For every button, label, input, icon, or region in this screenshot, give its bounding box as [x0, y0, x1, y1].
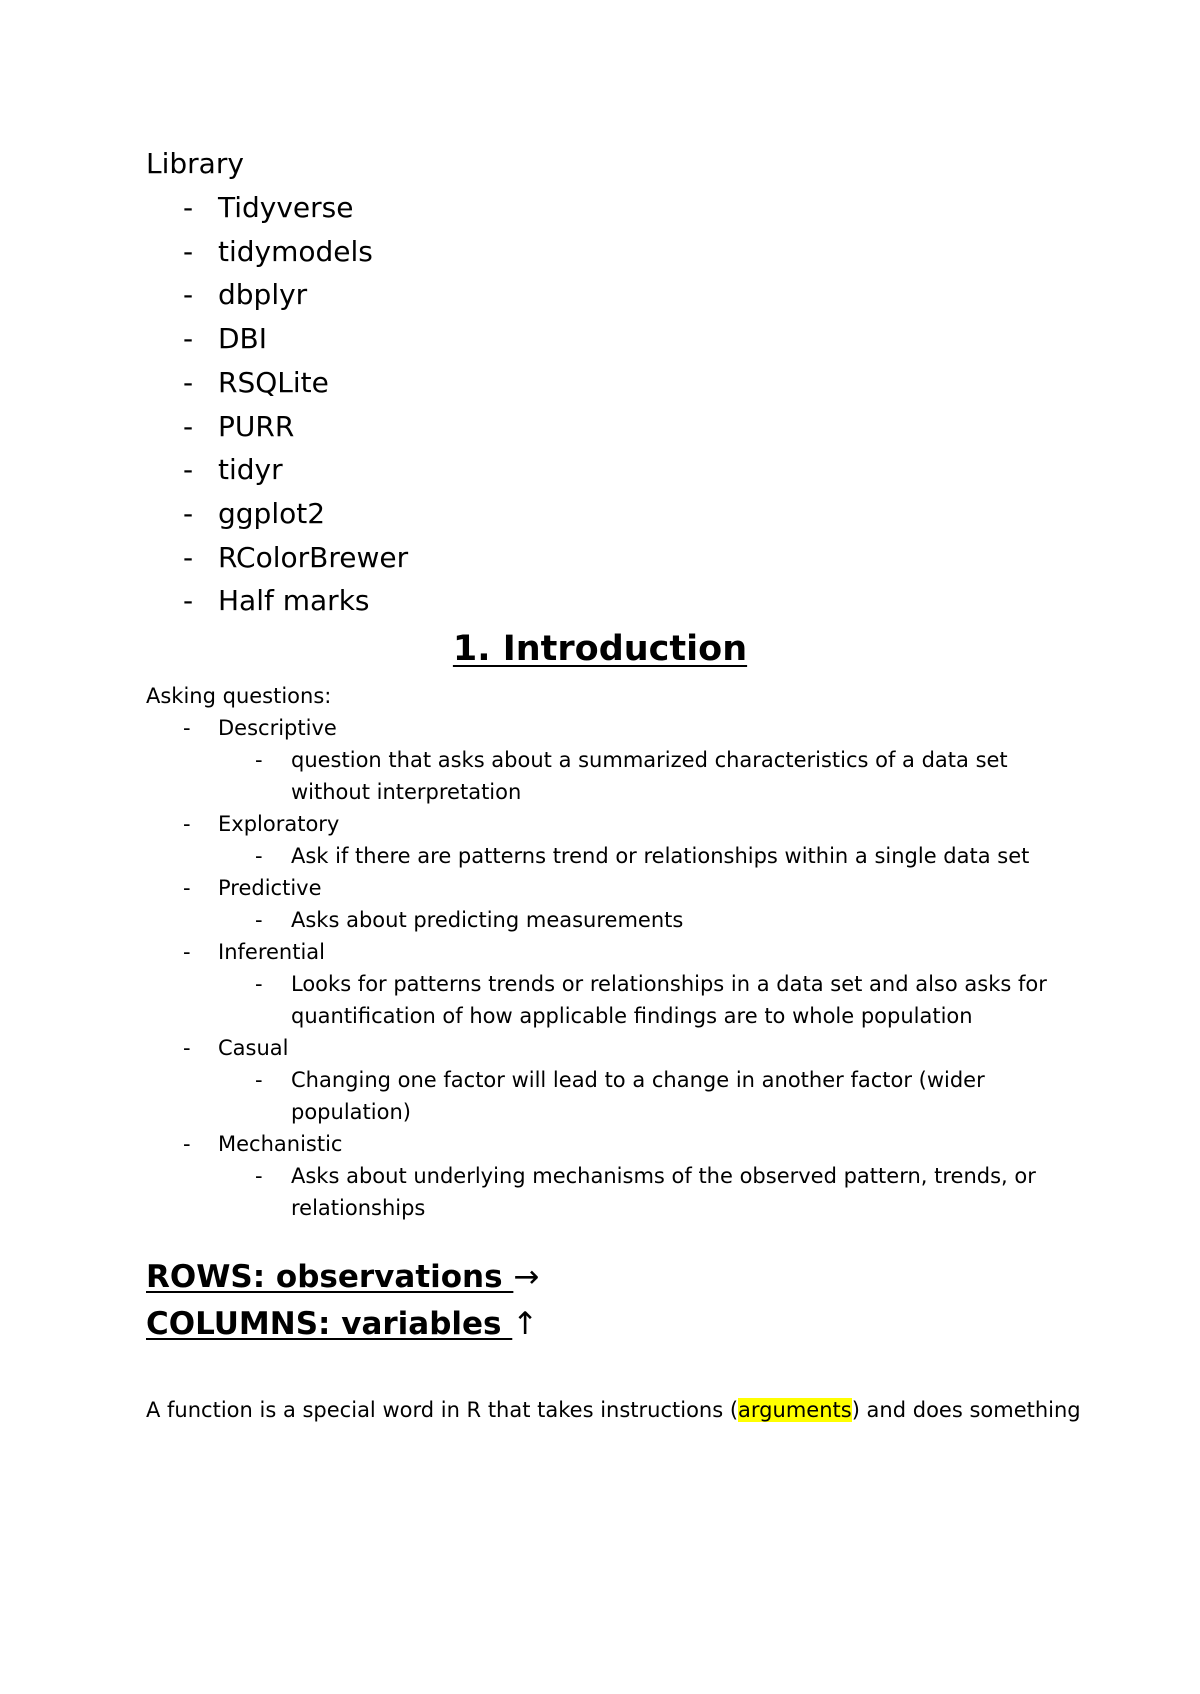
dash-bullet: - [183, 812, 191, 836]
library-item-label: Tidyverse [218, 191, 354, 224]
question-type-details [218, 1160, 1078, 1224]
question-detail-text: question that asks about a summarized characteristics of a data set without interpretation [291, 748, 1008, 804]
library-title: Library [146, 147, 244, 180]
question-type-label: Mechanistic [218, 1132, 343, 1156]
library-item-label: ggplot2 [218, 496, 326, 530]
question-detail [255, 904, 1078, 936]
question-detail-text: Changing one factor will lead to a change in another factor (wider population) [291, 1068, 985, 1124]
dash-bullet: - [255, 1068, 263, 1092]
library-item [183, 230, 408, 274]
question-type-label: Descriptive [218, 716, 337, 740]
dash-bullet: - [183, 940, 191, 964]
dash-bullet: - [183, 496, 194, 530]
library-item-label: dbplyr [218, 278, 308, 312]
question-type [183, 1128, 1078, 1224]
dash-bullet: - [183, 584, 194, 618]
dash-bullet: - [183, 1132, 191, 1156]
question-type [183, 1032, 1078, 1128]
question-type [183, 936, 1078, 1032]
function-text-after: ) and does something [851, 1398, 1081, 1422]
library-item-label: DBI [218, 322, 268, 356]
dash-bullet: - [183, 191, 194, 224]
dash-bullet: - [183, 716, 191, 740]
dash-bullet: - [183, 453, 194, 487]
up-arrow-icon: ↑ [512, 1306, 539, 1342]
library-item [183, 579, 408, 623]
question-detail [255, 968, 1078, 1032]
question-type-details [218, 840, 1078, 872]
question-type [183, 808, 1078, 872]
function-text-before: A function is a special word in R that takes instructions ( [146, 1398, 739, 1422]
section-heading [0, 627, 1200, 671]
question-types-list [183, 712, 1078, 1224]
highlighted-term: arguments [738, 1398, 852, 1422]
question-type-details [218, 744, 1078, 808]
dash-bullet: - [183, 409, 194, 443]
dash-bullet: - [255, 908, 263, 932]
columns-label: COLUMNS: variables [146, 1306, 513, 1342]
columns-line [146, 1301, 539, 1348]
library-item [183, 186, 408, 230]
library-item-label: PURR [218, 409, 295, 443]
library-item [183, 317, 408, 361]
section-heading-text: 1. Introduction [452, 629, 748, 669]
library-item [183, 405, 408, 449]
question-type-details [218, 904, 1078, 936]
dash-bullet: - [183, 278, 194, 312]
dash-bullet: - [183, 1036, 191, 1060]
question-type-label: Exploratory [218, 812, 340, 836]
library-item-label: RSQLite [218, 365, 329, 399]
question-detail-text: Asks about predicting measurements [291, 908, 684, 932]
question-detail-text: Ask if there are patterns trend or relationships within a single data set [291, 844, 1030, 868]
question-type [183, 712, 1078, 808]
library-item [183, 492, 408, 536]
dash-bullet: - [183, 365, 194, 399]
dash-bullet: - [183, 540, 194, 574]
question-type-label: Predictive [218, 876, 322, 900]
library-item-label: tidymodels [218, 234, 373, 268]
rows-line [146, 1254, 539, 1301]
question-detail [255, 1160, 1078, 1224]
question-type-label: Inferential [218, 940, 325, 964]
question-type-details [218, 1064, 1078, 1128]
question-detail [255, 1064, 1078, 1128]
question-type-details [218, 968, 1078, 1032]
library-item [183, 273, 408, 317]
dash-bullet: - [255, 748, 263, 772]
dash-bullet: - [255, 844, 263, 868]
library-item-label: Half marks [218, 584, 370, 618]
question-detail-text: Asks about underlying mechanisms of the observed pattern, trends, or relationships [291, 1164, 1036, 1220]
rows-label: ROWS: observations [146, 1259, 514, 1295]
library-item-label: RColorBrewer [218, 540, 409, 574]
rows-columns-block [146, 1254, 539, 1348]
function-definition [146, 1394, 1081, 1426]
library-item [183, 536, 409, 580]
library-item-label: tidyr [218, 453, 283, 487]
question-detail [255, 744, 1078, 808]
dash-bullet: - [183, 322, 194, 356]
asking-questions-label: Asking questions: [146, 684, 332, 708]
question-type [183, 872, 1078, 936]
question-detail-text: Looks for patterns trends or relationships in a data set and also asks for quantification of how applicable findings are to whole population [291, 972, 1047, 1028]
dash-bullet: - [183, 234, 194, 268]
library-item [183, 361, 408, 405]
library-item [183, 448, 408, 492]
dash-bullet: - [255, 1164, 263, 1188]
question-detail [255, 840, 1078, 872]
library-list [183, 186, 409, 623]
question-type-label: Casual [218, 1036, 289, 1060]
dash-bullet: - [255, 972, 263, 996]
dash-bullet: - [183, 876, 191, 900]
right-arrow-icon: → [513, 1259, 540, 1295]
